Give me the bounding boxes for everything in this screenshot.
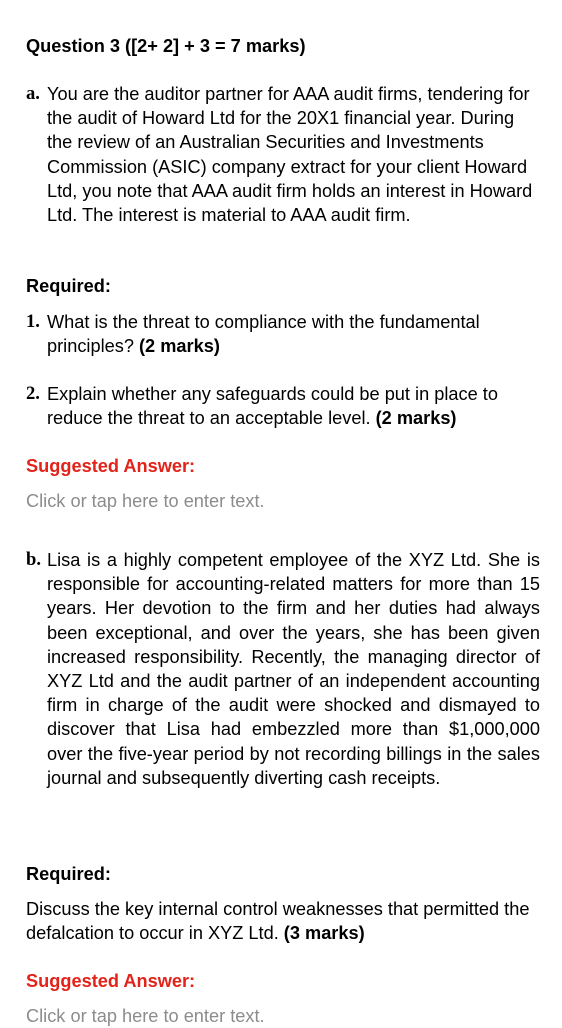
part-a-answer-field[interactable]: Click or tap here to enter text. — [26, 491, 265, 511]
part-a-item-1 — [26, 310, 540, 358]
part-a — [26, 82, 540, 227]
part-a-item-1-text: What is the threat to compliance with the fundamental principles? — [47, 312, 480, 357]
part-a-marker: a. — [26, 83, 40, 104]
part-b-suggested-label: Suggested Answer: — [26, 971, 196, 991]
part-a-suggested-label: Suggested Answer: — [26, 456, 196, 476]
part-b-answer-field[interactable]: Click or tap here to enter text. — [26, 1006, 265, 1026]
part-a-item-1-marks: (2 marks) — [139, 336, 220, 357]
part-a-item-2-text: Explain whether any safeguards could be put in place to reduce the threat to an acceptable level. — [47, 384, 498, 429]
part-a-text: You are the auditor partner for AAA audit firms, tendering for the audit of Howard Ltd for the 20X1 financial year. During the review of an Australian Securities and Investments Commission (ASIC) company extract for your client Howard Ltd, you note that AAA audit firm holds an interest in Howard Ltd. The interest is material to AAA audit firm. — [47, 84, 533, 226]
part-a-item-2-marker: 2. — [26, 383, 40, 404]
part-b-required-text — [26, 897, 540, 945]
part-b-required-label: Required: — [26, 864, 111, 884]
part-a-item-1-marker: 1. — [26, 311, 40, 332]
question-heading: Question 3 ([2+ 2] + 3 = 7 marks) — [26, 36, 306, 56]
part-b — [26, 548, 540, 790]
part-b-text: Lisa is a highly competent employee of the XYZ Ltd. She is responsible for accounting-related matters for more than 15 years. Her devotion to the firm and her duties had always been exceptional, and over the years, she has been given increased responsibility. Recently, the managing director of XYZ Ltd and the audit partner of an independent accounting firm in charge of the audit were shocked and dismayed to discover that Lisa had embezzled more than $1,000,000 over the five-year period by not recording billings in the sales journal and subsequently diverting cash receipts. — [47, 550, 540, 788]
part-b-required-marks: (3 marks) — [283, 923, 365, 944]
part-a-item-2-marks: (2 marks) — [375, 408, 457, 429]
part-b-marker: b. — [26, 549, 41, 570]
part-b-required-question: Discuss the key internal control weaknesses that permitted the defalcation to occur in XYZ Ltd. — [26, 899, 530, 944]
part-a-item-2 — [26, 382, 540, 430]
part-a-required-label: Required: — [26, 276, 111, 296]
